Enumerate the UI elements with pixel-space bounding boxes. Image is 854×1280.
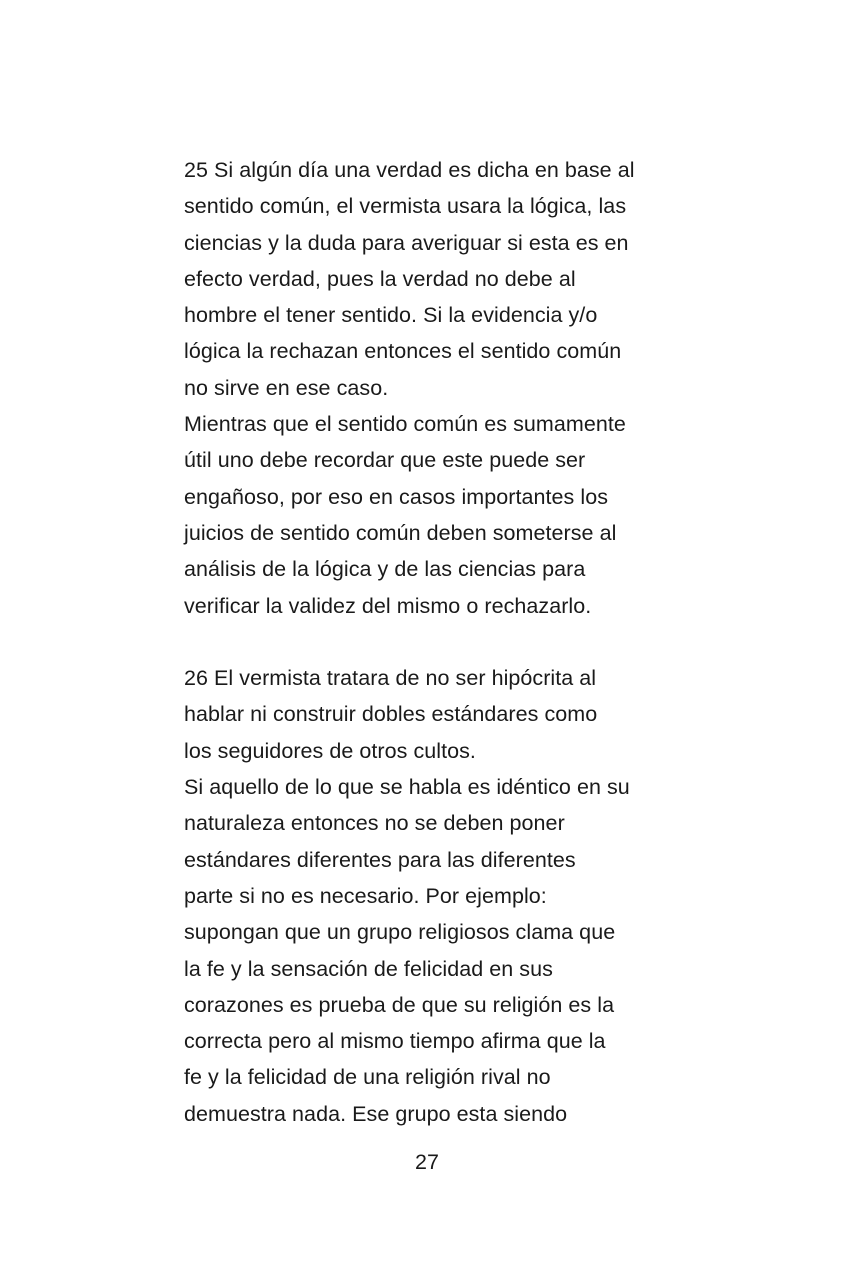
text-line: parte si no es necesario. Por ejemplo: (184, 883, 547, 908)
text-line: 25 Si algún día una verdad es dicha en base al (184, 158, 635, 182)
text-line: juicios de sentido común deben someterse al (184, 520, 617, 545)
text-line: demuestra nada. Ese grupo esta siendo (184, 1101, 568, 1126)
text-line: estándares diferentes para las diferentes (184, 847, 576, 872)
text-line: la fe y la sensación de felicidad en sus (184, 956, 553, 981)
text-line: los seguidores de otros cultos. (184, 738, 476, 763)
text-line: verificar la validez del mismo o rechazarlo. (184, 593, 592, 618)
text-line: ciencias y la duda para averiguar si esta es en (184, 230, 629, 255)
text-line: hablar ni construir dobles estándares como (184, 702, 598, 727)
text-line: engañoso, por eso en casos importantes los (184, 484, 608, 509)
paragraph-spacer (184, 624, 704, 660)
paragraph-26 (184, 660, 704, 1132)
text-line: Si aquello de lo que se habla es idéntico en su (184, 775, 630, 800)
page-number: 27 (415, 1150, 439, 1174)
text-line: 26 El vermista tratara de no ser hipócrita al (184, 666, 597, 691)
text-line: correcta pero al mismo tiempo afirma que la (184, 1029, 606, 1054)
text-line: lógica la rechazan entonces el sentido común (184, 339, 622, 364)
text-line: supongan que un grupo religiosos clama que (184, 920, 616, 945)
text-line: análisis de la lógica y de las ciencias para (184, 557, 586, 582)
text-line: efecto verdad, pues la verdad no debe al (184, 266, 576, 291)
text-line: Mientras que el sentido común es sumamente (184, 412, 626, 437)
text-line: corazones es prueba de que su religión es la (184, 992, 615, 1017)
text-line: sentido común, el vermista usara la lógica, las (184, 194, 627, 219)
text-line: hombre el tener sentido. Si la evidencia y/o (184, 303, 598, 328)
text-line: no sirve en ese caso. (184, 375, 389, 400)
text-line: naturaleza entonces no se deben poner (184, 811, 565, 836)
paragraph-25 (184, 152, 704, 624)
text-line: útil uno debe recordar que este puede ser (184, 448, 586, 473)
text-line: fe y la felicidad de una religión rival no (184, 1065, 551, 1090)
body-text (184, 152, 704, 1132)
